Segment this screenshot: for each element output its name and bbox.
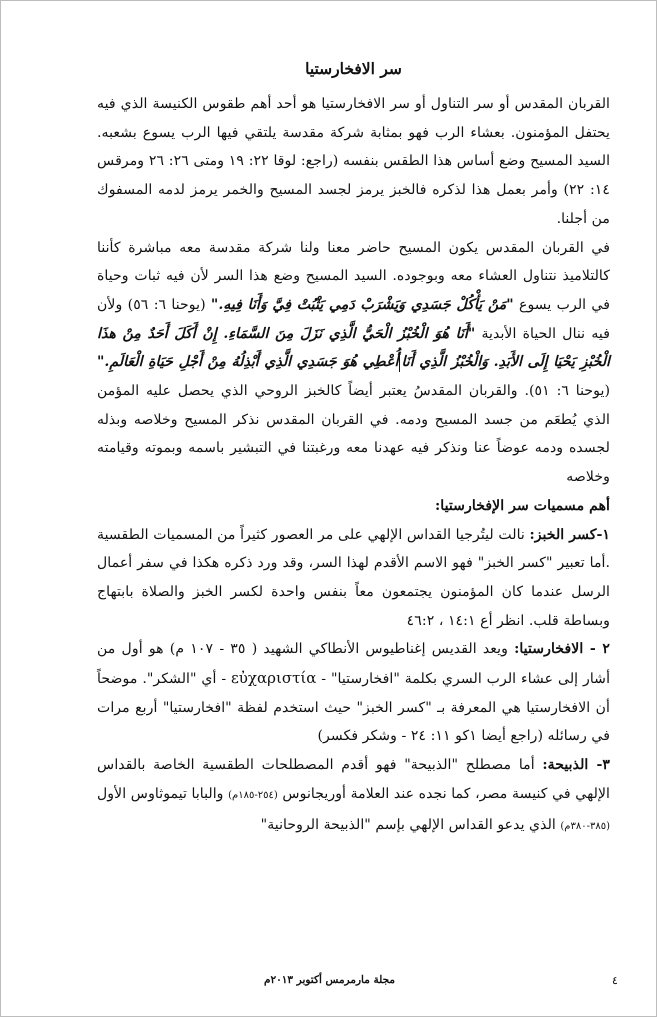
- item-2: [97, 635, 610, 751]
- item-3-note-1: (٢٥٤-١٨٥م): [228, 789, 278, 801]
- item-3-text-c: الذي يدعو القداس الإلهي بإسم "الذبيحة الروحانية": [260, 816, 556, 833]
- footer-journal: مجلة مارمرمس أكتوبر ٢٠١٣م: [263, 974, 396, 986]
- item-3-text-b: والبابا تيموثاوس الأول: [97, 785, 224, 802]
- article-title: سر الافخارستيا: [305, 59, 402, 78]
- item-1-label: ١-كسر الخبز:: [529, 526, 610, 543]
- intro-paragraph-2: [97, 234, 610, 492]
- item-1-text: نالت ليتُرجيا القداس الإلهي على مر العصور كثيراً من المسميات الطقسية .أما تعبير "كسر الخبز" فهو الاسم الأقدم لهذا السر، وقد ورد ذكره هكذا في سفر أعمال الرسل عندما كان المؤمنون يجتمعون معاً بنفس واحدة لكسر الخبز والصلاة بابتهاج وبساطة قلب. انظر أع ١٤:١ ، ٤٦:٢: [97, 526, 610, 629]
- page-number: ٤: [612, 974, 618, 987]
- item-2-text-b: - أي "الشكر". موضحاً أن الافخارستيا هي المعرفة بـ "كسر الخبز" حيث استخدم لفظة "افخارستيا" أربع مرات في رسائله (راجع أيضا ١كو ١١: ٢٤ - وشكر فكسر): [97, 671, 610, 745]
- intro-text-c: (يوحنا ٦: ٥١). والقربان المقدسُ يعتبر أيضاً كالخبز الروحي الذي يحصل عليه المؤمن الذي يُطعَم من جسد المسيح ودمه. في القربان المقدس نذكر المسيح وخلاصه وبذله لجسده ودمه عوضاً عنا ونذكر فيه عهدنا معه ورغبتنا في التبشير باسمه وبموته وقيامته وخلاصه: [97, 383, 610, 486]
- article-body: [97, 55, 610, 841]
- greek-word: εὐχαριστία: [231, 669, 317, 688]
- item-2-text-a: ويعد القديس إغناطيوس الأنطاكي الشهيد ( ٣٥ - ١٠٧ م) هو أول من أشار إلى عشاء الرب السري بكلمة "افخارستيا" -: [97, 641, 611, 688]
- section-heading: أهم مسميات سر الإفخارستيا:: [435, 497, 610, 514]
- item-3-note-2: (٣٨٥-٣٨٠م): [560, 820, 610, 832]
- intro-text-a: في القربان المقدس يكون المسيح حاضر معنا ولنا شركة مقدسة معه مباشرة كأننا كالتلاميذ نتناول العشاء معه وبوجوده. السيد المسيح وضع هذا السر لأن فيه ثبات وحياة في الرب يسوع: [97, 239, 611, 313]
- item-3-label: ٣- الذبيحة:: [542, 757, 610, 774]
- item-2-label: ٢ - الافخارستيا:: [514, 641, 610, 658]
- scripture-quote-2b: أُعْطِي هُوَ جَسَدِي الَّذِي أَبْذِلُهُ مِنْ أَجْلِ حَيَاةِ الْعَالَمِ.": [97, 354, 399, 371]
- intro-text-b: (يوحنا ٦: ٥٦) ولأن فيه ننال الحياة الأبدية: [97, 296, 610, 342]
- scripture-quote-1: "مَنْ يَأْكُلْ جَسَدِي وَيَشْرَبْ دَمِي يَثْبُتْ فِيَّ وَأَنَا فِيهِ.": [210, 296, 514, 313]
- scripture-quote-2a: "أَنَا هُوَ الْخُبْزُ الْحَيُّ الَّذِي نَزَلَ مِنَ السَّمَاءِ. إِنْ أَكَلَ أَحَدٌ مِنْ هذَا الْخُبْزِ يَحْيَا إِلَى الأَبَدِ. وَالْخُبْزُ الَّذِي أَنَا: [97, 325, 611, 371]
- intro-paragraph-1: القربان المقدس أو سر التناول أو سر الافخارستيا هو أحد أهم طقوس الكنيسة الذي فيه يحتفل المؤمنون. بعشاء الرب فهو بمثابة شركة مقدسة يلتقي فيها الرب يسوع بشعبه. السيد المسيح وضع أساس هذا الطقس بنفسه (راجع: لوقا ٢٢: ١٩ ومتى ٢٦: ٢٦ ومرقس ١٤: ٢٢) وأمر بعمل هذا لذكره فالخبز يرمز لجسد المسيح والخمر يرمز لدمه المسفوك من أجلنا.: [97, 96, 611, 227]
- item-1: [97, 521, 610, 636]
- item-3: [97, 751, 610, 841]
- item-3-text-a: أما مصطلح "الذبيحة" فهو أقدم المصطلحات الطقسية الخاصة بالقداس الإلهي في كنيسة مصر، كما نجده عند العلامة أوريجانوس: [97, 757, 611, 802]
